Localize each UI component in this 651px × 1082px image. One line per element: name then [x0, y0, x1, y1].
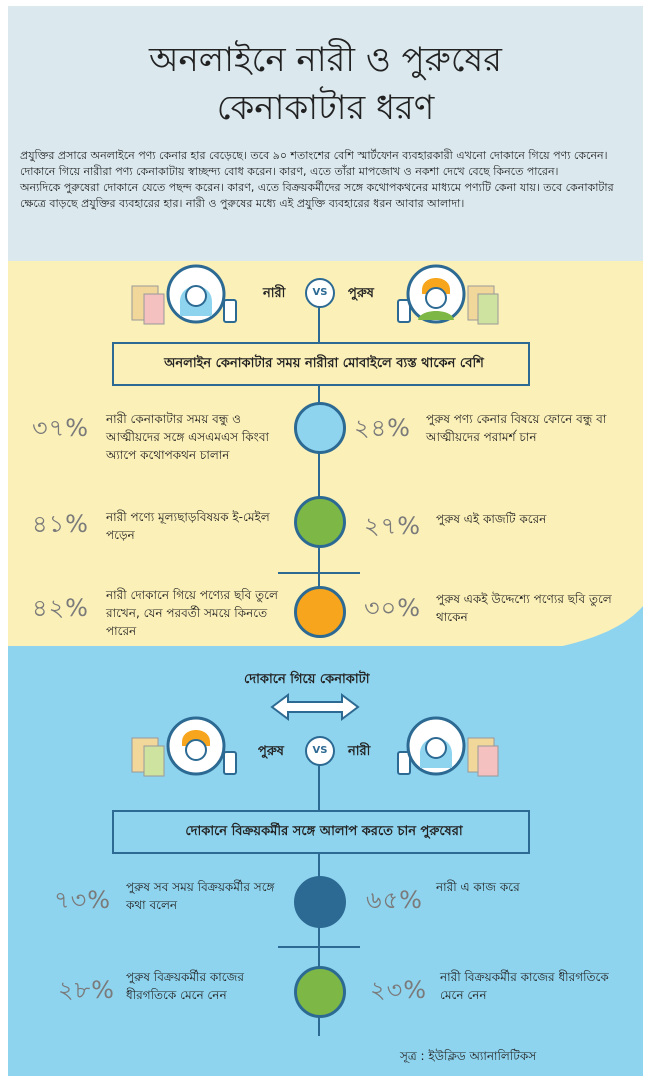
online-row3-left-text: নারী দোকানে গিয়ে পণ্যের ছবি তুলে রাখেন, যেন পরবর্তী সময়ে কিনতে পারেন — [106, 588, 278, 638]
title-line-2: কেনাকাটার ধরণ — [216, 88, 435, 128]
store-heading: দোকানে গিয়ে কেনাকাটা — [244, 672, 370, 687]
intro-text — [20, 148, 632, 212]
store-left-label: পুরুষ — [258, 744, 284, 759]
online-row2-left-pct: ৪১% — [32, 510, 89, 538]
online-row2-left-text: নারী পণ্যে মূল্যছাড়বিষয়ক ই-মেইল পড়েন — [106, 510, 270, 542]
intro-paragraph-1: প্রযুক্তির প্রসারে অনলাইনে পণ্য কেনার হার বেড়েছে। তবে ৯০ শতাংশের বেশি স্মার্টফোন ব্যবহারকারী এখনো দোকানে গিয়ে পণ্য কেনেন। দোকানে গিয়ে নারীরা পণ্য কেনাকাটায় স্বাচ্ছন্দ্য বোধ করেন। কারণ, এতে তাঁরা মাপজোখ ও নকশা দেখে বেছে কিনতে পারেন। — [20, 149, 608, 178]
online-row1-right-text: পুরুষ পণ্য কেনার বিষয়ে ফোনে বন্ধু বা আত্মীয়দের পরামর্শ চান — [426, 412, 607, 444]
source-credit: সূত্র : ইউক্লিড অ্যানালিটিকস — [400, 1049, 537, 1063]
title-line-1: অনলাইনে নারী ও পুরুষের — [149, 40, 502, 80]
store-timeline-tick — [278, 946, 360, 948]
online-banner: অনলাইন কেনাকাটার সময় নারীরা মোবাইলে ব্যস্ত থাকেন বেশি — [120, 342, 528, 386]
online-banner-bracket-right — [520, 342, 530, 386]
man-store-icon — [130, 716, 240, 780]
email-search-icon — [294, 496, 346, 548]
online-row3-right-text: পুরুষ একই উদ্দেশ্যে পণ্যের ছবি তুলে থাকেন — [436, 592, 612, 624]
store-row2-right-text: নারী বিক্রয়কর্মীর কাজের ধীরগতিকে মেনে নেন — [440, 970, 609, 1002]
infographic — [8, 6, 643, 1076]
online-vs-badge: VS — [305, 278, 335, 308]
online-connector-top — [318, 306, 320, 342]
woman-store-icon — [392, 716, 502, 780]
online-row1-right-pct: ২৪% — [354, 414, 411, 442]
intro-paragraph-2: অন্যদিকে পুরুষেরা দোকানে যেতে পছন্দ করেন। কারণ, এতে বিক্রয়কর্মীদের সঙ্গে কথোপকথনের মাধ্যমে পণ্যটি কেনা যায়। তবে কেনাকাটার ক্ষেত্রে বাড়ছে প্রযুক্তির ব্যবহারের হার। নারী ও পুরুষের মধ্যে এই প্রযুক্তি ব্যবহারের ধরন আবার আলাদা। — [20, 181, 614, 210]
man-shopper-icon — [392, 264, 502, 328]
online-row2-right-text: পুরুষ এই কাজটি করেন — [436, 512, 547, 526]
store-row2-left-text: পুরুষ বিক্রয়কর্মীর কাজের ধীরগতিকে মেনে নেন — [126, 970, 244, 1002]
page-title — [8, 36, 643, 132]
store-banner: দোকানে বিক্রয়কর্মীর সঙ্গে আলাপ করতে চান পুরুষেরা — [120, 810, 528, 854]
online-row1-left-text: নারী কেনাকাটার সময় বন্ধু ও আত্মীয়দের সঙ্গে এসএমএস কিংবা অ্যাপে কথোপকথন চালান — [106, 412, 269, 462]
conversation-icon — [294, 876, 346, 928]
store-row1-left-pct: ৭৩% — [54, 886, 112, 914]
store-right-label: নারী — [348, 744, 371, 759]
chat-phone-icon — [294, 402, 346, 454]
double-arrow-icon — [270, 692, 360, 722]
online-row3-left-pct: ৪২% — [32, 594, 89, 622]
store-row1-right-pct: ৬৫% — [366, 886, 423, 914]
store-row2-left-pct: ২৮% — [58, 976, 115, 1004]
online-left-label: নারী — [263, 286, 286, 301]
online-right-label: পুরুষ — [348, 286, 374, 301]
online-row2-right-pct: ২৭% — [364, 512, 422, 540]
online-row3-right-pct: ৩০% — [364, 594, 422, 622]
store-row1-left-text: পুরুষ সব সময় বিক্রয়কর্মীর সঙ্গে কথা বলেন — [126, 880, 275, 912]
woman-shopper-icon — [130, 264, 240, 328]
store-vs-badge: VS — [305, 736, 335, 766]
camera-phone-icon — [294, 586, 346, 638]
store-banner-bracket-right — [520, 810, 530, 854]
online-timeline-tick — [278, 572, 360, 574]
store-row1-right-text: নারী এ কাজ করে — [436, 880, 520, 894]
online-row1-left-pct: ৩৭% — [32, 414, 90, 442]
waiting-people-icon — [294, 966, 346, 1018]
store-row2-right-pct: ২৩% — [370, 976, 428, 1004]
store-connector-top — [318, 764, 320, 810]
